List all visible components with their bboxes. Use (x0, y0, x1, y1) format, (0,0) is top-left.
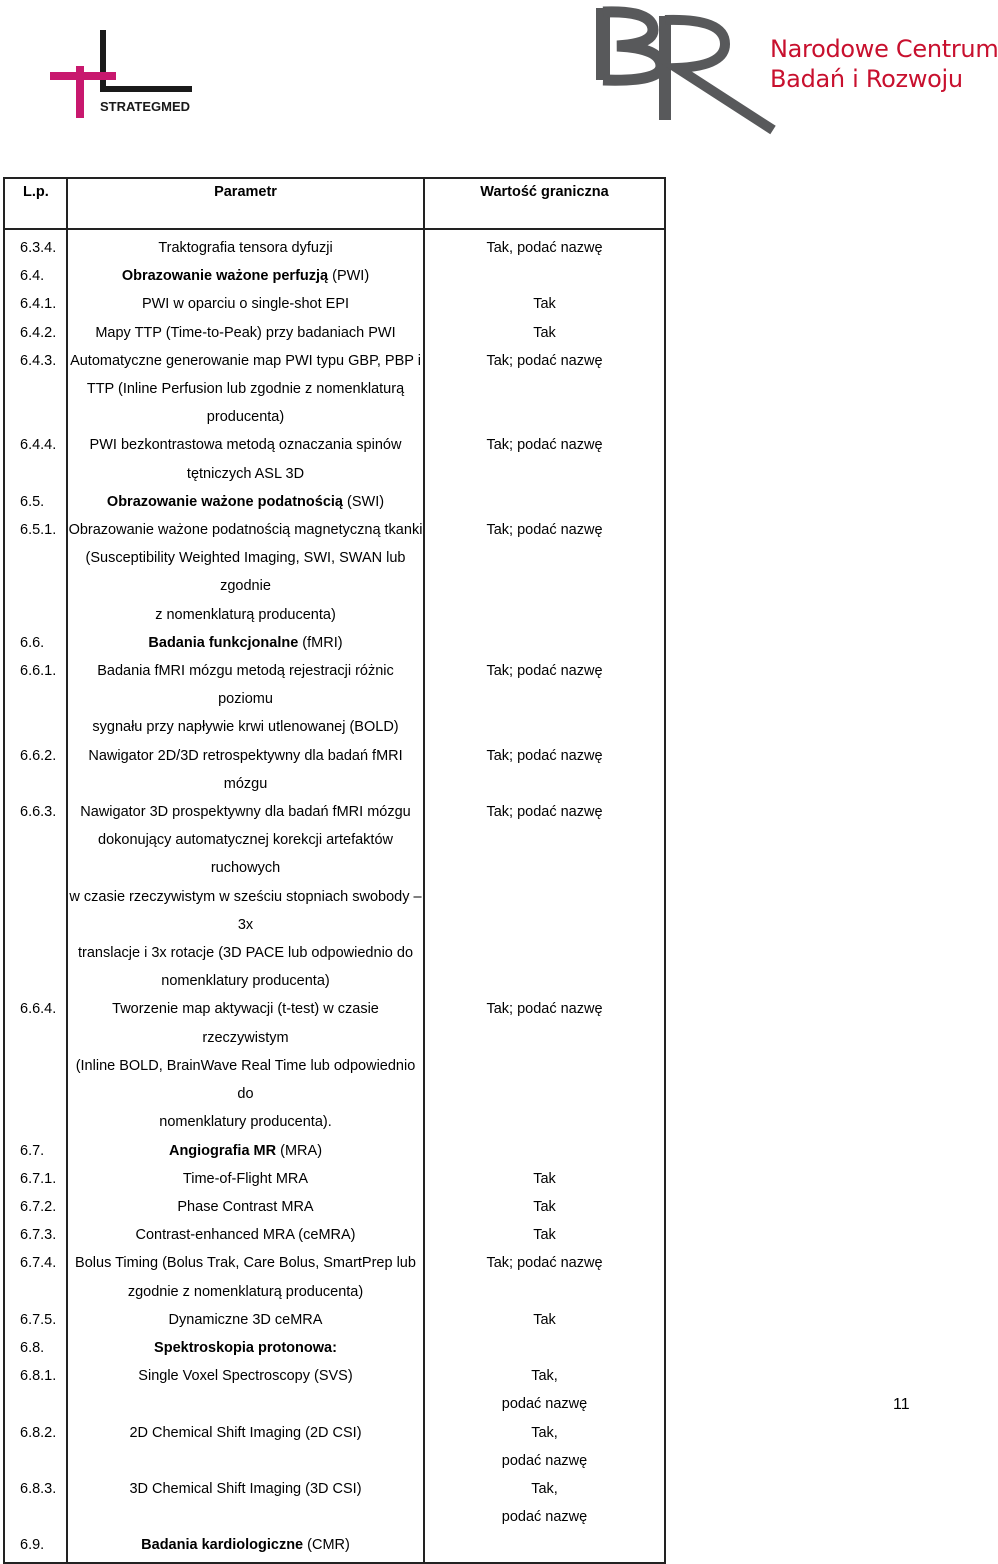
row-value: Tak, podać nazwę (424, 229, 665, 262)
ncbr-line-2: Badań i Rozwoju (770, 65, 963, 93)
row-value (424, 629, 665, 657)
header-value: Wartość graniczna (424, 178, 665, 229)
row-number: 6.4. (20, 268, 45, 285)
row-number: 6.4.4. (20, 437, 57, 454)
table-row (4, 488, 665, 516)
row-number: 6.6. (20, 634, 45, 651)
row-number: 6.8.2. (20, 1424, 57, 1441)
table-row (4, 1334, 665, 1362)
row-parameter: Nawigator 3D prospektywny dla badań fMRI mózgu dokonujący automatycznej korekcji artefaktów ruchowych w czasie rzeczywistym w sześciu stopniach swobody – 3x translacje i 3x rotacje (3D PACE lub odpowiednio do nomenklatury producenta) (67, 798, 424, 995)
table-header-row (4, 178, 665, 229)
row-parameter: Dynamiczne 3D ceMRA (67, 1306, 424, 1334)
row-parameter: Badania kardiologiczne (CMR) (67, 1531, 424, 1562)
row-number: 6.8. (20, 1339, 45, 1356)
row-value (424, 262, 665, 290)
row-number: 6.6.3. (20, 804, 57, 821)
row-number: 6.7.2. (20, 1198, 57, 1215)
row-parameter: Badania funkcjonalne (fMRI) (67, 629, 424, 657)
table-row (4, 1475, 665, 1531)
row-value: Tak; podać nazwę (424, 516, 665, 629)
row-parameter: Angiografia MR (MRA) (67, 1137, 424, 1165)
row-number: 6.6.1. (20, 663, 57, 680)
section-title: Obrazowanie ważone podatnością (106, 493, 343, 510)
table-row (4, 290, 665, 318)
row-number: 6.4.2. (20, 324, 57, 341)
section-title: Badania kardiologiczne (141, 1537, 304, 1554)
row-parameter: PWI w oparciu o single-shot EPI (67, 290, 424, 318)
row-parameter: Phase Contrast MRA (67, 1193, 424, 1221)
section-title: Angiografia MR (168, 1142, 277, 1159)
row-parameter: Obrazowanie ważone podatnością magnetyczną tkanki (Susceptibility Weighted Imaging, SWI, SWAN lub zgodnie z nomenklaturą producenta) (67, 516, 424, 629)
row-parameter: 3D Chemical Shift Imaging (3D CSI) (67, 1475, 424, 1531)
strategmed-logo-text: STRATEGMED (100, 99, 191, 114)
row-number: 6.8.3. (20, 1480, 57, 1497)
ncbr-line-1: Narodowe Centrum (770, 35, 998, 63)
table-row (4, 742, 665, 798)
row-parameter: Bolus Timing (Bolus Trak, Care Bolus, SmartPrep lub zgodnie z nomenklaturą producenta) (67, 1249, 424, 1305)
page-number: 11 (893, 1396, 910, 1413)
table-row (4, 629, 665, 657)
table-row (4, 262, 665, 290)
table-row (4, 319, 665, 347)
row-parameter: Nawigator 2D/3D retrospektywny dla badań fMRI mózgu (67, 742, 424, 798)
table-row (4, 347, 665, 432)
row-parameter: Automatyczne generowanie map PWI typu GBP, PBP i TTP (Inline Perfusion lub zgodnie z nomenklaturą producenta) (67, 347, 424, 432)
table-row (4, 995, 665, 1136)
row-parameter: Time-of-Flight MRA (67, 1165, 424, 1193)
row-parameter: PWI bezkontrastowa metodą oznaczania spinów tętniczych ASL 3D (67, 431, 424, 487)
row-number: 6.7.5. (20, 1311, 57, 1328)
row-value: Tak; podać nazwę (424, 742, 665, 798)
row-number: 6.4.3. (20, 352, 57, 369)
row-value: Tak (424, 1193, 665, 1221)
row-value: Tak (424, 1221, 665, 1249)
row-value: Tak, podać nazwę (424, 1362, 665, 1418)
row-parameter: Obrazowanie ważone perfuzją (PWI) (67, 262, 424, 290)
row-value: Tak; podać nazwę (424, 995, 665, 1136)
row-parameter: 2D Chemical Shift Imaging (2D CSI) (67, 1419, 424, 1475)
row-number: 6.5. (20, 493, 45, 510)
row-value: Tak, podać nazwę (424, 1419, 665, 1475)
row-number: 6.7. (20, 1142, 45, 1159)
parameter-table (3, 177, 666, 1564)
table-row (4, 1165, 665, 1193)
row-value (424, 1334, 665, 1362)
table-row (4, 1531, 665, 1562)
row-number: 6.4.1. (20, 296, 57, 313)
row-parameter: Badania fMRI mózgu metodą rejestracji różnic poziomu sygnału przy napływie krwi utlenowanej (BOLD) (67, 657, 424, 742)
table-row (4, 1249, 665, 1305)
row-value (424, 1531, 665, 1562)
table-body (4, 229, 665, 1563)
row-value: Tak (424, 1165, 665, 1193)
table-row (4, 1306, 665, 1334)
table-row (4, 431, 665, 487)
row-value (424, 488, 665, 516)
row-value: Tak (424, 1306, 665, 1334)
strategmed-logo (48, 28, 208, 124)
row-value: Tak; podać nazwę (424, 1249, 665, 1305)
row-parameter: Single Voxel Spectroscopy (SVS) (67, 1362, 424, 1418)
row-value: Tak (424, 319, 665, 347)
row-value: Tak; podać nazwę (424, 431, 665, 487)
table-row (4, 657, 665, 742)
row-number: 6.5.1. (20, 522, 57, 539)
row-number: 6.3.4. (20, 240, 57, 256)
row-number: 6.7.1. (20, 1170, 57, 1187)
table-row (4, 1137, 665, 1165)
header-lp: L.p. (4, 178, 67, 229)
table-row (4, 1193, 665, 1221)
ncbr-logo-text (770, 34, 998, 94)
row-parameter: Tworzenie map aktywacji (t-test) w czasie rzeczywistym (Inline BOLD, BrainWave Real Time lub odpowiednio do nomenklatury producenta). (67, 995, 424, 1136)
row-number: 6.7.3. (20, 1227, 57, 1244)
row-value: Tak (424, 290, 665, 318)
table-row (4, 516, 665, 629)
row-parameter: Mapy TTP (Time-to-Peak) przy badaniach PWI (67, 319, 424, 347)
section-title: Obrazowanie ważone perfuzją (121, 268, 329, 285)
row-number: 6.9. (20, 1537, 45, 1554)
row-value (424, 1137, 665, 1165)
row-number: 6.8.1. (20, 1368, 57, 1385)
ncbr-logo (595, 2, 785, 132)
row-value: Tak; podać nazwę (424, 347, 665, 432)
table-row (4, 1362, 665, 1418)
row-number: 6.6.2. (20, 747, 57, 764)
table-row (4, 229, 665, 262)
row-value: Tak, podać nazwę (424, 1475, 665, 1531)
table-row (4, 1419, 665, 1475)
table-row (4, 798, 665, 995)
header-parameter: Parametr (67, 178, 424, 229)
section-title: Badania funkcjonalne (148, 634, 299, 651)
row-parameter: Traktografia tensora dyfuzji (67, 229, 424, 262)
row-parameter: Obrazowanie ważone podatnością (SWI) (67, 488, 424, 516)
row-number: 6.7.4. (20, 1255, 57, 1272)
section-title: Spektroskopia protonowa: (154, 1339, 337, 1356)
row-number: 6.6.4. (20, 1001, 57, 1018)
row-parameter: Contrast-enhanced MRA (ceMRA) (67, 1221, 424, 1249)
row-parameter (67, 1334, 424, 1362)
row-value: Tak; podać nazwę (424, 657, 665, 742)
table-row (4, 1221, 665, 1249)
row-value: Tak; podać nazwę (424, 798, 665, 995)
